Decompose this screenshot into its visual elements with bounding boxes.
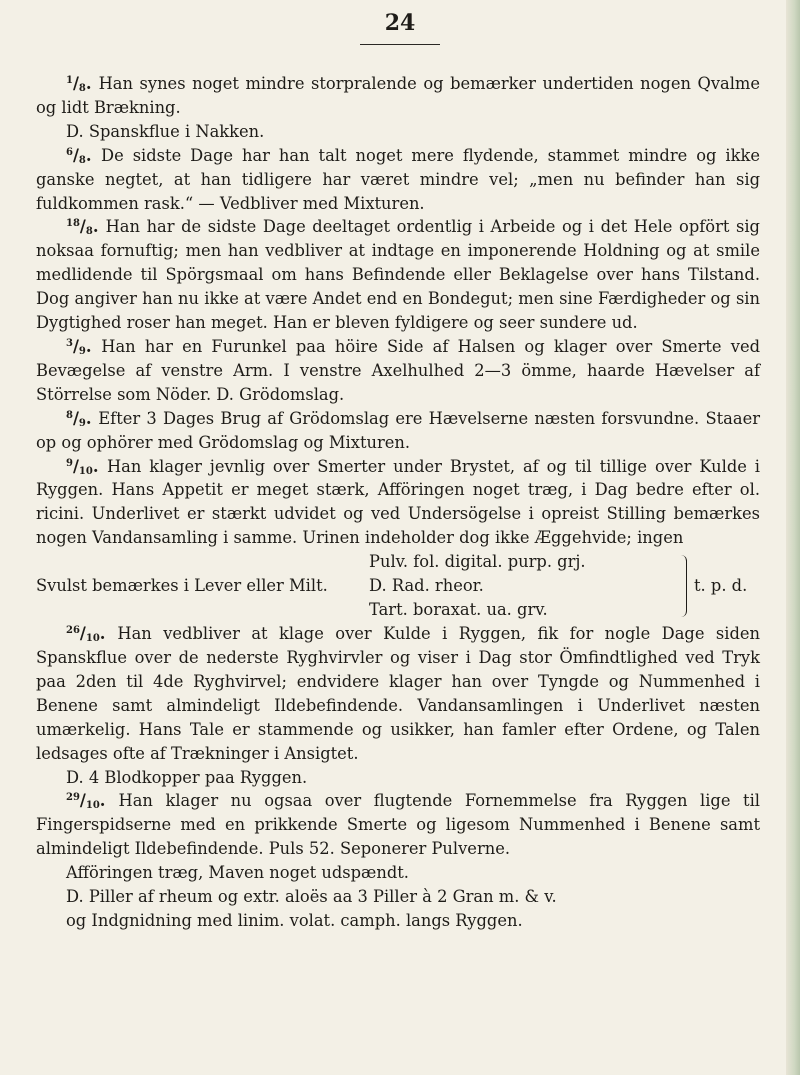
prescription-brace (680, 555, 687, 617)
entry-date: $^{29}/_{10}$. (66, 791, 119, 812)
journal-entry (36, 144, 760, 216)
entry-date: $^8/_9$. (66, 408, 99, 429)
date-day: 6 (66, 146, 73, 158)
entry-date: $^3/_9$. (66, 336, 102, 357)
entry-text: Han synes noget mindre storpralende og bemærker undertiden nogen Qvalme og lidt Brækning. (36, 74, 760, 117)
page-number: 24 (384, 10, 416, 36)
page-edge (786, 0, 800, 1075)
date-month: 10 (78, 465, 93, 477)
entries-block (36, 72, 760, 550)
date-month: 10 (85, 800, 100, 812)
entry-text: De sidste Dage har han talt noget mere flydende, stammet mindre og ikke ganske negtet, at han tidligere har været mindre vel; „men nu befinder han sig fuldkommen rask.“ — Vedbliver med Mixturen. (36, 145, 760, 213)
date-month: 8 (85, 226, 93, 238)
entry-text: Han vedbliver at klage over Kulde i Ryggen, fik for nogle Dage siden Spanskflue over de nederste Ryghvirvler og viser i Dag stor Ömfindtlighed ved Tryk paa 2den til 4de Ryghvirvel; endvidere klager han over Tyngde og Nummenhed i Benene samt almindeligt Ildebefindende. Vandansamlingen i Underlivet næsten umærkelig. Hans Tale er stammende og usikker, han famler efter Ordene, og Talen ledsages ofte af Trækninger i Ansigtet. (36, 624, 760, 763)
entry-text: Han har de sidste Dage deeltaget ordentlig i Arbeide og i det Hele opfört sig noksaa fornuftig; men han vedbliver at indtage en imponerende Holdning og at smile medlidende til Spörgsmaal om hans Befindende eller Beklagelse over hans Tilstand. Dog angiver han nu ikke at være Andet end en Bondegut; men sine Færdigheder og sin Dygtighed roser han meget. Han er bleven fyldigere og seer sundere ud. (36, 217, 760, 333)
order-line: D. Spanskflue i Nakken. (66, 121, 265, 141)
journal-entry (36, 789, 760, 861)
date-day: 26 (66, 625, 80, 637)
entry-date: $^9/_{10}$. (66, 456, 107, 477)
date-day: 1 (66, 75, 73, 86)
date-month: 8 (78, 154, 86, 166)
entry-text: Han klager jevnlig over Smerter under Brystet, af og til tillige over Kulde i Ryggen. Hans Appetit er meget stærk, Afföringen noget træg, i Dag bedre efter ol. ricini. Underlivet er stærkt udvidet og ved Undersögelse i opreist Stilling bemærkes nogen Vandansamling i samme. Urinen indeholder dog ikke Æggehvide; ingen (36, 456, 761, 548)
tail-line: Afföringen træg, Maven noget udspændt. (66, 863, 409, 883)
entry-date: $^1/_8$. (66, 74, 99, 94)
date-day: 3 (66, 337, 73, 349)
date-day: 29 (66, 792, 80, 804)
date-day: 8 (66, 409, 73, 421)
date-month: 9 (78, 345, 86, 357)
entries-block-2 (36, 622, 760, 861)
header-rule (360, 44, 440, 45)
date-day: 9 (66, 457, 73, 469)
order-line: D. 4 Blodkopper paa Ryggen. (66, 767, 308, 787)
entry-text: Han klager nu ogsaa over flugtende Fornemmelse fra Ryggen lige til Fingerspidserne med en prikkende Smerte og ligesom Nummenhed i Benene samt almindeligt Ildebefindende. Puls 52. Seponerer Pulverne. (36, 791, 760, 859)
entry-date: $^{18}/_8$. (66, 217, 106, 238)
journal-entry (36, 622, 760, 765)
prescription-items (369, 550, 586, 622)
date-month: 8 (78, 83, 86, 94)
prescription-item: Tart. boraxat. ua. grv. (369, 600, 548, 620)
date-month: 10 (85, 633, 100, 645)
entry-date: $^{26}/_{10}$. (66, 624, 118, 645)
prescription-lead-text: Svulst bemærkes i Lever eller Milt. (36, 576, 328, 596)
journal-entry (36, 72, 760, 120)
date-day: 18 (66, 218, 80, 230)
prescription-item: Pulv. fol. digital. purp. grj. (369, 552, 586, 572)
entry-date: $^6/_8$. (66, 145, 102, 166)
journal-entry (36, 455, 760, 551)
entry-text: Han har en Furunkel paa höire Side af Halsen og klager over Smerte ved Bevægelse af venstre Arm. I venstre Axelhulhed 2—3 ömme, haarde Hævelser af Störrelse som Nöder. D. Grödomslag. (36, 336, 760, 404)
prescription (36, 550, 760, 622)
entry-text: Efter 3 Dages Brug af Grödomslag ere Hævelserne næsten forsvundne. Staaer op og ophörer med Grödomslag og Mixturen. (36, 408, 760, 452)
journal-entry (36, 407, 760, 455)
prescription-suffix: t. p. d. (694, 576, 748, 596)
journal-text (36, 72, 760, 933)
prescription-item: D. Rad. rheor. (369, 576, 484, 596)
tail-line: D. Piller af rheum og extr. aloës aa 3 Piller à 2 Gran m. & v. (66, 887, 557, 907)
tail-line: og Indgnidning med linim. volat. camph. langs Ryggen. (66, 911, 523, 930)
date-month: 9 (78, 417, 86, 429)
journal-entry (36, 335, 760, 407)
journal-entry (36, 215, 760, 335)
